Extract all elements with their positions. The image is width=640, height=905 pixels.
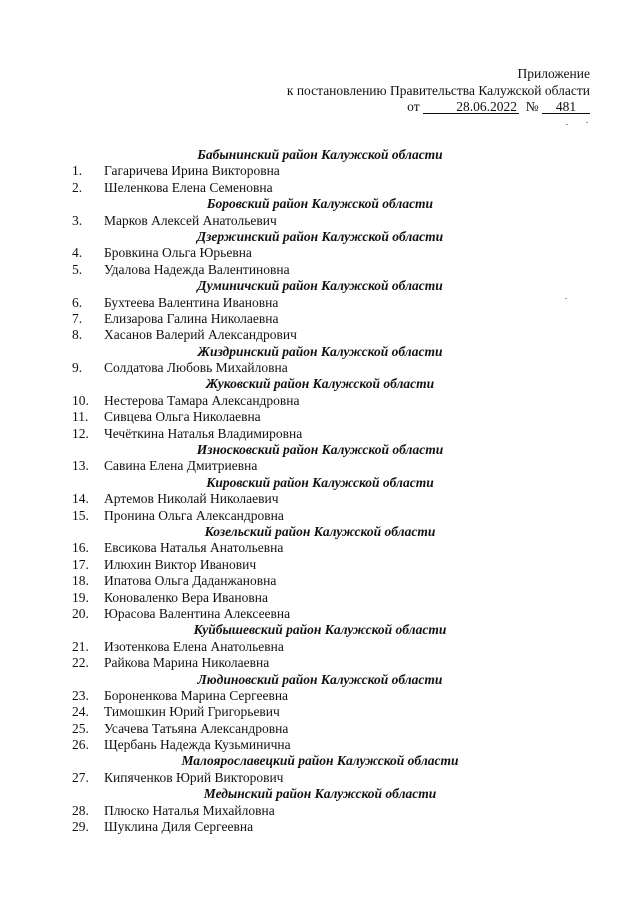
list-item bbox=[0, 737, 640, 753]
person-name: Гагаричева Ирина Викторовна bbox=[104, 163, 280, 179]
list-item bbox=[0, 819, 640, 835]
scan-speck bbox=[586, 122, 588, 123]
list-item bbox=[0, 803, 640, 819]
item-number: 3. bbox=[72, 212, 83, 228]
list-item bbox=[0, 245, 640, 261]
district-heading: Дзержинский район Калужской области bbox=[196, 228, 444, 244]
item-number: 29. bbox=[72, 819, 89, 835]
list-item bbox=[0, 573, 640, 589]
resolution-number: 481 bbox=[542, 100, 590, 114]
district-heading: Медынский район Калужской области bbox=[203, 786, 437, 802]
person-name: Плюско Наталья Михайловна bbox=[104, 802, 275, 818]
scan-speck bbox=[566, 124, 568, 125]
item-number: 11. bbox=[72, 409, 89, 425]
appendix-subtitle: к постановлению Правительства Калужской области bbox=[286, 82, 590, 98]
item-number: 27. bbox=[72, 769, 89, 785]
item-number: 5. bbox=[72, 261, 83, 277]
item-number: 19. bbox=[72, 589, 89, 605]
district-heading: Козельский район Калужской области bbox=[204, 523, 436, 539]
district-heading: Людиновский район Калужской области bbox=[197, 671, 443, 687]
person-name: Марков Алексей Анатольевич bbox=[104, 212, 277, 228]
person-name: Ипатова Ольга Даданжановна bbox=[104, 573, 277, 589]
person-name: Солдатова Любовь Михайловна bbox=[104, 360, 288, 376]
person-name: Юрасова Валентина Алексеевна bbox=[104, 605, 291, 621]
item-number: 7. bbox=[72, 310, 83, 326]
appendix-date-line bbox=[287, 99, 590, 116]
item-number: 22. bbox=[72, 655, 89, 671]
district-heading: Куйбышевский район Калужской области bbox=[193, 622, 447, 638]
person-name: Шуклина Диля Сергеевна bbox=[104, 819, 254, 835]
list-item bbox=[0, 327, 640, 343]
person-name: Пронина Ольга Александровна bbox=[104, 507, 284, 523]
person-name: Илюхин Виктор Иванович bbox=[104, 556, 257, 572]
list-item bbox=[0, 393, 640, 409]
list-item bbox=[0, 409, 640, 425]
list-item bbox=[0, 721, 640, 737]
appendix-header bbox=[287, 66, 590, 116]
district-heading: Думиничский район Калужской области bbox=[197, 278, 443, 294]
item-number: 13. bbox=[72, 458, 89, 474]
list-item bbox=[0, 262, 640, 278]
district-heading: Жиздринский район Калужской области bbox=[197, 343, 443, 359]
item-number: 10. bbox=[72, 392, 89, 408]
person-name: Нестерова Тамара Александровна bbox=[104, 392, 300, 408]
person-name: Хасанов Валерий Александрович bbox=[104, 327, 297, 343]
item-number: 24. bbox=[72, 704, 89, 720]
district-heading: Бабынинский район Калужской области bbox=[197, 147, 443, 162]
list-item bbox=[0, 426, 640, 442]
list-item bbox=[0, 770, 640, 786]
item-number: 25. bbox=[72, 720, 89, 736]
list-item bbox=[0, 213, 640, 229]
list-item bbox=[0, 295, 640, 311]
district-heading: Жуковский район Калужской области bbox=[205, 376, 435, 392]
person-name: Елизарова Галина Николаевна bbox=[104, 310, 279, 326]
list-item bbox=[0, 557, 640, 573]
item-number: 15. bbox=[72, 507, 89, 523]
person-name: Сивцева Ольга Николаевна bbox=[104, 409, 261, 425]
person-name: Савина Елена Дмитриевна bbox=[104, 458, 258, 474]
person-name: Щербань Надежда Кузьминична bbox=[104, 737, 291, 753]
item-number: 1. bbox=[72, 163, 83, 179]
list-item bbox=[0, 590, 640, 606]
item-number: 17. bbox=[72, 556, 89, 572]
list-item bbox=[0, 180, 640, 196]
person-name: Чечёткина Наталья Владимировна bbox=[104, 425, 303, 441]
list-item bbox=[0, 360, 640, 376]
item-number: 18. bbox=[72, 573, 89, 589]
from-label: от bbox=[407, 99, 420, 114]
item-number: 23. bbox=[72, 687, 89, 703]
person-name: Изотенкова Елена Анатольевна bbox=[104, 638, 284, 654]
item-number: 21. bbox=[72, 638, 89, 654]
district-heading: Износковский район Калужской области bbox=[196, 442, 444, 458]
item-number: 20. bbox=[72, 605, 89, 621]
item-number: 6. bbox=[72, 294, 83, 310]
list-item bbox=[0, 540, 640, 556]
district-heading: Кировский район Калужской области bbox=[206, 474, 434, 490]
person-name: Коноваленко Вера Ивановна bbox=[104, 589, 268, 605]
person-name: Артемов Николай Николаевич bbox=[104, 491, 279, 507]
list-item bbox=[0, 491, 640, 507]
district-list bbox=[0, 147, 640, 835]
person-name: Шеленкова Елена Семеновна bbox=[104, 179, 273, 195]
resolution-date: 28.06.2022 bbox=[423, 100, 519, 114]
person-name: Райкова Марина Николаевна bbox=[104, 655, 270, 671]
district-heading: Боровский район Калужской области bbox=[206, 196, 434, 212]
item-number: 8. bbox=[72, 327, 83, 343]
list-item bbox=[0, 688, 640, 704]
person-name: Тимошкин Юрий Григорьевич bbox=[104, 704, 280, 720]
item-number: 14. bbox=[72, 491, 89, 507]
item-number: 4. bbox=[72, 245, 83, 261]
number-label: № bbox=[525, 99, 539, 114]
person-name: Усачева Татьяна Александровна bbox=[104, 720, 289, 736]
item-number: 2. bbox=[72, 179, 83, 195]
item-number: 12. bbox=[72, 425, 89, 441]
person-name: Бороненкова Марина Сергеевна bbox=[104, 687, 289, 703]
item-number: 16. bbox=[72, 540, 89, 556]
list-item bbox=[0, 655, 640, 671]
person-name: Евсикова Наталья Анатольевна bbox=[104, 540, 284, 556]
list-item bbox=[0, 704, 640, 720]
district-heading: Малоярославецкий район Калужской области bbox=[181, 753, 459, 769]
appendix-title: Приложение bbox=[517, 66, 590, 81]
scan-speck bbox=[565, 298, 567, 299]
item-number: 9. bbox=[72, 360, 83, 376]
person-name: Бухтеева Валентина Ивановна bbox=[104, 294, 279, 310]
list-item bbox=[0, 311, 640, 327]
list-item bbox=[0, 639, 640, 655]
person-name: Бровкина Ольга Юрьевна bbox=[104, 245, 252, 261]
list-item bbox=[0, 163, 640, 179]
item-number: 26. bbox=[72, 737, 89, 753]
person-name: Кипяченков Юрий Викторович bbox=[104, 769, 284, 785]
person-name: Удалова Надежда Валентиновна bbox=[104, 261, 290, 277]
item-number: 28. bbox=[72, 802, 89, 818]
list-item bbox=[0, 606, 640, 622]
list-item bbox=[0, 508, 640, 524]
list-item bbox=[0, 458, 640, 474]
